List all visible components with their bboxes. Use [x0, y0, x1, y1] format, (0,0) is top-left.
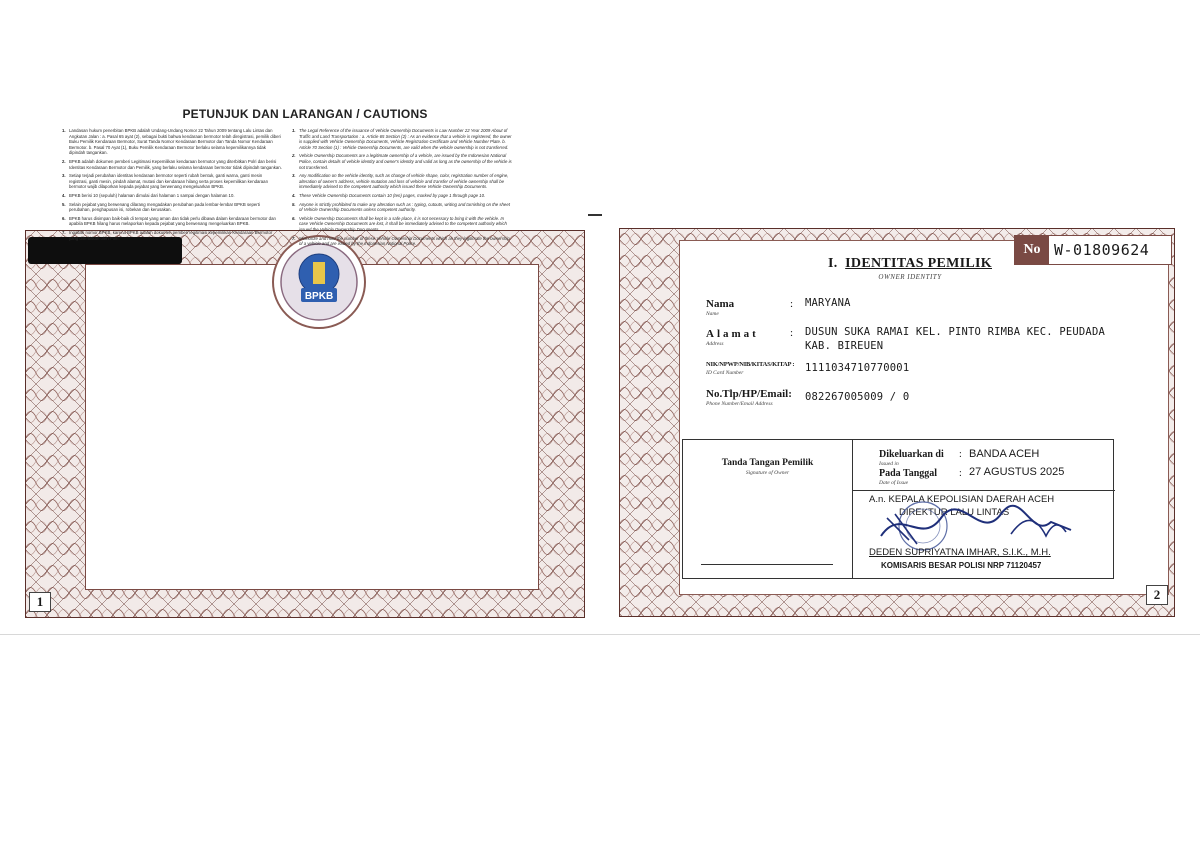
document-number-label: No — [1015, 236, 1049, 264]
caution-en-item-number: 6. — [292, 215, 296, 221]
caution-en-item — [292, 173, 512, 190]
caution-id-item — [62, 173, 282, 190]
document-number-box — [1014, 235, 1172, 265]
scan-edge-line — [0, 634, 1200, 635]
issued-at-value: BANDA ACEH — [969, 448, 1040, 460]
caution-en-item — [292, 128, 512, 150]
caution-id-item-text: BPKB berisi 10 (sepuluh) halaman dimulai dari halaman 1 sampai dengan halaman 10. — [69, 192, 235, 198]
date-label: Pada Tanggal — [879, 468, 938, 479]
caution-id-item-number: 3. — [62, 173, 66, 179]
caution-id-item-number: 7. — [62, 229, 66, 235]
phone-label: No.Tlp/HP/Email: — [706, 388, 792, 400]
section-subtitle: OWNER IDENTITY — [878, 273, 942, 281]
caution-en-item-text: The Legal Reference of the issuance of Vehicle Ownership Documents is Law Number 22 Year 2009 About of Traffic and Land Transportation : a. Article 65 Section (2) : As an evidence that a vehicle is registered, the owner is supplied with Vehicle Ownership Documents, Vehicle Registration Certificate and Vehicle Number Plate. b. Article 70 Section (1) : Vehicle Ownership Documents, are valid when the vehicle ownership is not transferred. — [299, 128, 512, 150]
caution-id-item-text: BPKB adalah dokumen pemberi Legitimasi Kepemilikan kendaraan bermotor yang diterbitkan Polri dan berisi Identitas Kendaraan Bermotor dan Pemilik, yang berlaku selama kendaraan bermotor tidak dipindah tangankan. — [69, 158, 282, 170]
caution-en-item-text: Any modification on the vehicle identity, such as change of vehicle shape, color, registration number of engine, alteration of owner's address, vehicle mutation and loss of vehicle and transfer of vehicle ownership shall be immediately advised to the competent authority which issued these Vehicle Ownership Documents. — [299, 173, 509, 190]
id-label: NIK/NPWP/NIB/KITAS/KITAP : — [706, 361, 795, 368]
cautions-title: PETUNJUK DAN LARANGAN / CAUTIONS — [182, 107, 428, 121]
caution-en-item-number: 1. — [292, 128, 296, 133]
caution-id-item-text: Setiap terjadi perubahan identitas kendaraan bermotor seperti rubah bentuk, ganti warna, ganti mesin registrasi, ganti mesin, pindah alamat, mutasi dan kendaraan hilang serta proses kepemilikan kendaraan bermotor wajib dilaporkan kepada pejabat yang berwenang mengeluarkan BPKB. — [69, 173, 268, 190]
address-colon: : — [790, 327, 794, 339]
caution-en-item-number: 3. — [292, 173, 296, 179]
caution-id-item — [62, 216, 282, 227]
address-label-en: Address — [706, 341, 724, 347]
caution-id-item — [62, 230, 282, 241]
officer-rank: KOMISARIS BESAR POLISI NRP 71120457 — [881, 561, 1042, 570]
issuer-divider — [853, 490, 1115, 491]
official-stamp-and-signature-icon — [861, 496, 1111, 552]
caution-id-item — [62, 202, 282, 213]
caution-en-item-number: 5. — [292, 201, 296, 207]
caution-id-item-text: Selain pejabat yang berwenang dilarang mengadakan perubahan pada lembar-lembar BPKB seperti perubahan, penghapusan isi, robekan dan kerusakan. — [69, 201, 260, 213]
caution-en-item — [292, 202, 512, 213]
cautions-body — [62, 128, 512, 356]
officer-name: DEDEN SUPRIYATNA IMHAR, S.I.K., M.H. — [869, 547, 1051, 558]
name-label: Nama — [706, 298, 735, 310]
emblem-text: BPKB — [304, 291, 334, 302]
address-label: Alamat — [706, 328, 759, 340]
scan-artifact-mark — [588, 214, 602, 216]
caution-en-item-number: 7. — [292, 235, 296, 241]
name-value: MARYANA — [805, 297, 851, 309]
caution-id-item-number: 6. — [62, 215, 66, 221]
owner-signature-area — [683, 440, 853, 578]
caution-en-item-text: Vehicle Ownership Documents are a legitimate ownership of a vehicle, are issued by the Indonesian National Police, contain details of vehicle identity and owner's identity and valid as long as the ownership of the vehicle is not transferred. — [299, 153, 512, 170]
caution-en-item — [292, 153, 512, 170]
owner-signature-label: Tanda Tangan Pemilik — [721, 458, 814, 468]
issuer-area — [853, 440, 1115, 578]
caution-id-item-number: 4. — [62, 192, 66, 198]
caution-en-item-text: Anyone is strictly prohibited to make any alteration such as : typing, cutouts, writing and tarnishing on the sheet of Vehicle Ownership Documents unless competent authority. — [299, 201, 510, 213]
owner-signature-label-en: Signature of Owner — [745, 470, 790, 476]
caution-id-item-text: Ingatlah nomor BPKB, karena BPKB adalah dokumen pemberi legitimasi kepemilikan Kendaraan Bermotor yang diterbitkan oleh Polri. — [69, 229, 273, 241]
id-value: 1111034710770001 — [805, 362, 910, 374]
caution-id-item — [62, 159, 282, 170]
issued-at-label-en: Issued in — [879, 461, 899, 467]
caution-en-item-text: Memorize and note the number of these Vehicle Ownership Documents which as they legitimate the ownership of a vehicle and are issued by the Indonesian National Police. — [299, 235, 510, 247]
caution-id-item-text: BPKB harus disimpan baik-baik di tempat yang aman dan tidak perlu dibawa dalam kendaraan bermotor dan apabila BPKB hilang harus melaporkan kepada pejabat yang berwenang mengeluarkan BPKB. — [69, 215, 276, 227]
address-value-line2: KAB. BIREUEN — [805, 340, 884, 352]
address-value-line1: DUSUN SUKA RAMAI KEL. PINTO RIMBA KEC. PEUDADA — [805, 326, 1105, 338]
issued-at-colon: : — [959, 449, 962, 460]
cautions-indonesian-column — [62, 128, 282, 356]
caution-en-item-text: These Vehicle Ownership Documents contain 10 (ten) pages, marked by page 1 through page 10. — [299, 192, 486, 198]
cautions-english-column — [292, 128, 512, 356]
caution-id-item-number: 5. — [62, 201, 66, 207]
caution-en-item — [292, 193, 512, 199]
caution-id-item-text: Landasan hukum penerbitan BPKB adalah Undang-Undang Nomor 22 Tahun 2009 tentang Lalu Lintas dan Angkutan Jalan : a. Pasal 65 ayat (2), sebagai bukti bahwa kendaraan bermotor telah diregistrasi, pemilik diberi Buku Pemilik Kendaraan Bermotor, Surat Tanda Nomor Kendaraan Bermotor dan Tanda Nomor Kendaraan Bermotor. b. Pasal 70 Ayat (1), Buku Pemilik Kendaraan Bermotor berlaku selama kepemilikannya tidak dipindah tangankan. — [69, 128, 281, 156]
caution-en-item-number: 4. — [292, 192, 296, 198]
owner-identity-heading — [800, 256, 1020, 281]
page-number-2: 2 — [1146, 585, 1168, 605]
caution-id-item — [62, 128, 282, 156]
name-colon: : — [790, 298, 794, 310]
section-title: IDENTITAS PEMILIK — [845, 256, 992, 271]
phone-label-en: Phone Number/Email Address — [706, 401, 773, 407]
page-number-1: 1 — [29, 592, 51, 612]
caution-id-item-number: 2. — [62, 158, 66, 164]
date-label-en: Date of Issue — [879, 480, 909, 486]
document-number-value: W-01809624 — [1054, 241, 1150, 259]
caution-en-item — [292, 236, 512, 247]
authority-line-1: A.n. KEPALA KEPOLISIAN DAERAH ACEH — [869, 494, 1055, 505]
caution-en-item — [292, 216, 512, 233]
section-number: I. — [828, 256, 838, 271]
caution-id-item-number: 1. — [62, 128, 66, 133]
signature-box — [682, 439, 1114, 579]
issued-at-label: Dikeluarkan di — [879, 449, 944, 460]
caution-id-item — [62, 193, 282, 199]
authority-line-2: DIREKTUR LALU LINTAS — [899, 507, 1010, 518]
owner-signature-line — [701, 564, 833, 565]
id-label-en: ID Card Number — [706, 370, 744, 376]
caution-en-item-text: Vehicle Ownership Documents shall be kept in a safe place, it is not necessary to bring it with the vehicle. In case Vehicle Ownership Documents are lost, it shall be immediately advised to the competent authority which issued the Vehicle Ownership Documents. — [299, 215, 507, 232]
caution-en-item-number: 2. — [292, 153, 296, 159]
phone-value: 082267005009 / 0 — [805, 391, 910, 403]
date-value: 27 AGUSTUS 2025 — [969, 466, 1065, 478]
name-label-en: Name — [706, 311, 719, 317]
date-colon: : — [959, 468, 962, 479]
